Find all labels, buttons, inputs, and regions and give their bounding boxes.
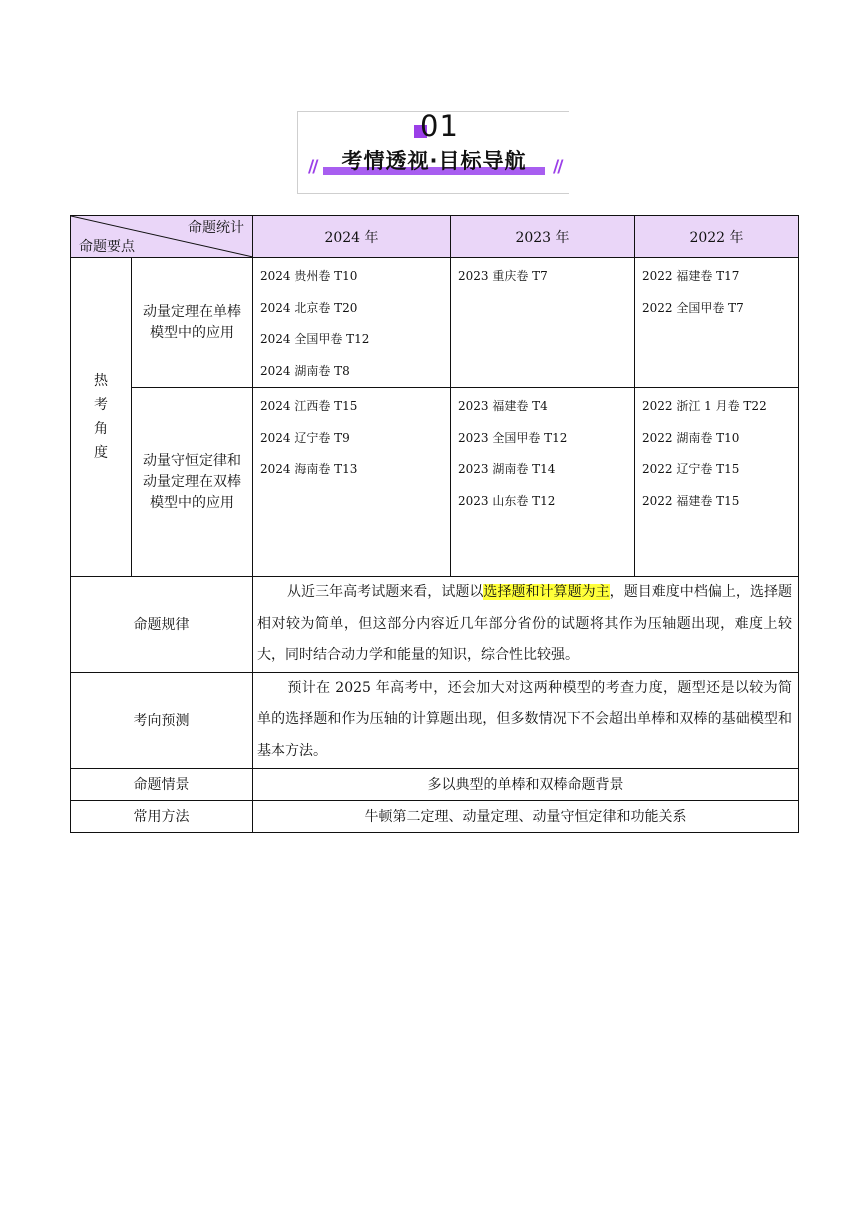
law-text-before: 从近三年高考试题来看，试题以: [287, 584, 484, 600]
law-text-after: ，题目难度中档偏上，选择题相对较为简单，但这部分内容近几年部分省份的试题将其作为压轴题出现，难度上较大，同时结合动力学和能量的知识，综合性比较强。: [257, 584, 793, 664]
badge-slash-left-icon: //: [308, 157, 317, 177]
exam-entry: 2024 江西卷 T15: [260, 399, 358, 413]
exam-entry: 2024 北京卷 T20: [260, 300, 358, 315]
exam-entry: 2022 辽宁卷 T15: [642, 462, 740, 476]
exam-entry: 2022 湖南卷 T10: [642, 430, 740, 445]
scenario-label: 命题情景: [71, 768, 253, 800]
methods-label: 常用方法: [71, 800, 253, 832]
exam-list-2023: [451, 388, 635, 577]
exam-entry: 2022 福建卷 T15: [642, 493, 740, 508]
law-label: 命题规律: [71, 577, 253, 673]
hot-label-char: 角: [94, 421, 108, 437]
exam-entry: 2024 贵州卷 T10: [260, 269, 358, 283]
corner-label-points: 命题要点: [79, 239, 135, 255]
exam-list-2022: [635, 258, 799, 388]
exam-list-2024: [253, 258, 451, 388]
exam-entry: 2023 湖南卷 T14: [458, 462, 556, 476]
exam-entry: 2022 福建卷 T17: [642, 269, 740, 283]
topic-single-rod: 动量定理在单棒模型中的应用: [132, 258, 253, 388]
section-title-badge: [297, 111, 569, 194]
exam-list-2023: [451, 258, 635, 388]
hot-label-char: 热: [94, 373, 108, 389]
section-title: 考情透视·目标导航: [341, 149, 527, 173]
exam-list-2022: [635, 388, 799, 577]
exam-entry: 2024 全国甲卷 T12: [260, 332, 370, 346]
methods-text: 牛顿第二定理、动量定理、动量守恒定律和功能关系: [253, 800, 799, 832]
table-corner-cell: [71, 216, 253, 258]
exam-entry: 2024 辽宁卷 T9: [260, 430, 350, 445]
section-number: 01: [420, 109, 459, 143]
exam-list-2024: [253, 388, 451, 577]
exam-entry: 2023 福建卷 T4: [458, 399, 548, 413]
topic-double-rod: 动量守恒定律和动量定理在双棒模型中的应用: [132, 388, 253, 577]
exam-entry: 2023 全国甲卷 T12: [458, 430, 568, 445]
exam-entry: 2024 湖南卷 T8: [260, 363, 350, 378]
forecast-label: 考向预测: [71, 672, 253, 768]
exam-entry: 2024 海南卷 T13: [260, 462, 358, 476]
hot-label-char: 度: [94, 445, 108, 461]
exam-entry: 2022 全国甲卷 T7: [642, 300, 744, 315]
corner-label-statistics: 命题统计: [188, 220, 244, 236]
year-header-2022: 2022 年: [635, 216, 799, 258]
forecast-text: 预计在 2025 年高考中，还会加大对这两种模型的考查力度，题型还是以较为简单的选择题和作为压轴的计算题出现，但多数情况下不会超出单棒和双棒的基础模型和基本方法。: [257, 679, 792, 759]
exam-entry: 2022 浙江 1 月卷 T22: [642, 399, 767, 413]
law-text: [253, 577, 799, 673]
badge-slash-right-icon: //: [553, 157, 562, 177]
forecast-cell: [253, 672, 799, 768]
exam-entry: 2023 山东卷 T12: [458, 493, 556, 508]
hot-topics-label: [71, 258, 132, 577]
law-highlight: 选择题和计算题为主: [483, 584, 610, 600]
exam-analysis-table: [70, 215, 799, 833]
scenario-text: 多以典型的单棒和双棒命题背景: [253, 768, 799, 800]
exam-entry: 2023 重庆卷 T7: [458, 269, 548, 283]
hot-label-char: 考: [94, 397, 108, 413]
year-header-2023: 2023 年: [451, 216, 635, 258]
year-header-2024: 2024 年: [253, 216, 451, 258]
